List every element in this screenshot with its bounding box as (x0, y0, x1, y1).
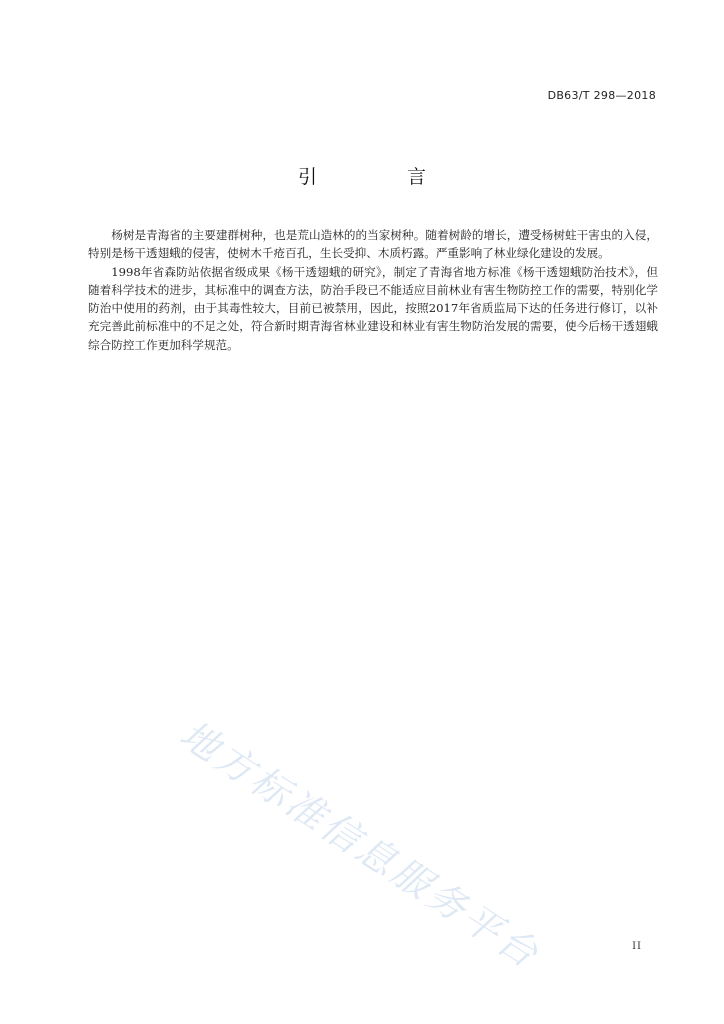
paragraph: 1998年省森防站依据省级成果《杨干透翅蛾的研究》，制定了青海省地方标准《杨干透翅蛾防治技术》，但随着科学技术的进步，其标准中的调查方法，防治手段已不能适应目前林业有害生物防控工作的需要，特别化学防治中使用的药剂，由于其毒性较大，目前已被禁用，因此，按照2017年省质监局下达的任务进行修订，以补充完善此前标准中的不足之处，符合新时期青海省林业建设和林业有害生物防治发展的需要，使今后杨干透翅蛾综合防控工作更加科学规范。 (88, 264, 658, 352)
body-text (88, 226, 658, 354)
watermark: 地方标准信息服务平台 (172, 711, 549, 978)
page-number: II (632, 941, 642, 952)
standard-code: DB63/T 298—2018 (547, 89, 656, 102)
page-title: 引 言 (297, 166, 469, 188)
paragraph: 杨树是青海省的主要建群树种，也是荒山造林的的当家树种。随着树龄的增长，遭受杨树蛀干害虫的入侵，特别是杨干透翅蛾的侵害，使树木千疮百孔，生长受抑、木质朽露。严重影响了林业绿化建设的发展。 (88, 228, 658, 261)
